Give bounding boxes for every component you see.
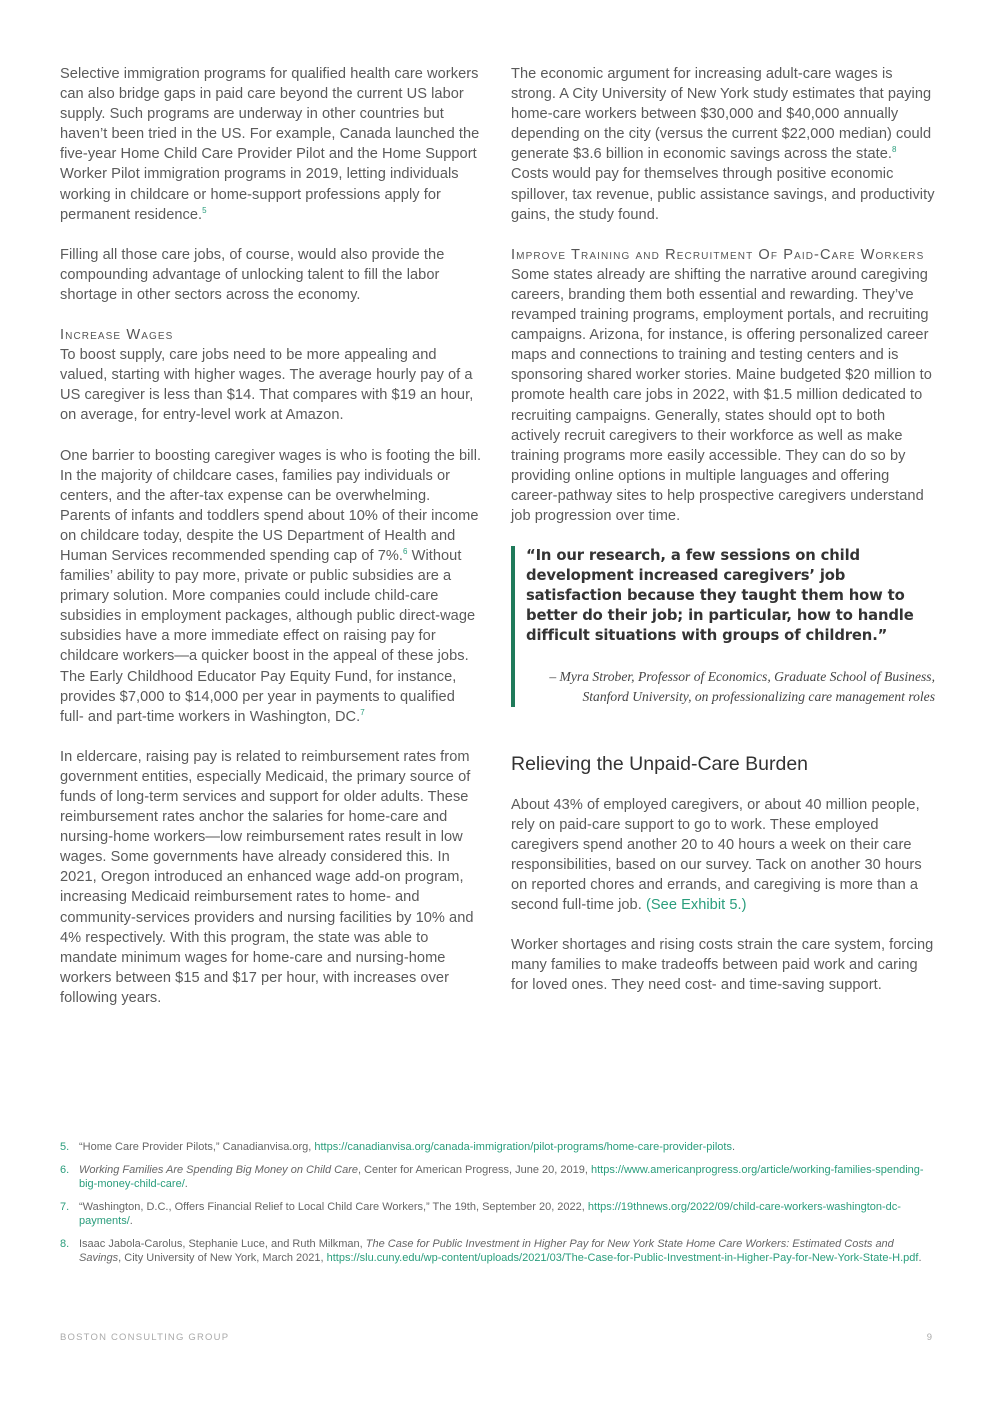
paragraph-boost-supply: To boost supply, care jobs need to be more appealing and valued, starting with higher wages. The average hourly pay of a US caregiver is less than $14. That compares with $19 an hour, on average, for entry-level work at Amazon. (60, 347, 474, 424)
paragraph-text: Selective immigration programs for qualified health care workers can also bridge gaps in paid care beyond the current US labor supply. Such programs are underway in other countries but haven’t been tried in the US. For example, Canada launched the five-year Home Child Care Provider Pilot and the Home Support Worker Pilot immigration programs in 2019, letting individuals working in childcare or home-support professions apply for permanent residence. (60, 66, 480, 223)
footnote-number: 5. (60, 1141, 70, 1153)
footnote-end: . (184, 1178, 188, 1190)
footnote-ref[interactable]: 8 (891, 145, 897, 155)
paragraph-text: Without families’ ability to pay more, private or public subsidies are a primary solution. More companies could include child-care subsidies in employment packages, although public direct-wage subsidies have a more immediate effect on raising pay for childcare workers—a quicker boost in the appeal of these jobs. The Early Childhood Educator Pay Equity Fund, for instance, provides $7,000 to $14,000 per year in payments to qualified full- and part-time workers in Washington, DC. (60, 547, 476, 725)
footnote-text: “Home Care Provider Pilots,” Canadianvisa.org, (79, 1141, 315, 1153)
footnote-text: , Center for American Progress, June 20, 2019, (358, 1164, 591, 1176)
paragraph-employed-caregivers (511, 795, 935, 916)
footnote-link[interactable]: https://www.americanprogress.org/article/working-families-spending-big-money-child-care/ (79, 1164, 924, 1190)
footnote-body (79, 1237, 932, 1265)
footnote-body (79, 1163, 932, 1191)
right-column (511, 64, 935, 1016)
footnote-item (60, 1237, 932, 1265)
footnote-number: 8. (60, 1238, 70, 1250)
paragraph-states-shifting: Some states already are shifting the narrative around caregiving careers, branding them both essential and rewarding. They’ve revamped training programs, employment portals, and recruiting campaigns. Arizona, for instance, is offering personalized career maps and connections to training and testing centers and is sponsoring shared worker stories. Maine budgeted $20 million to promote health care jobs in 2022, with $1.5 million dedicated to recruiting campaigns. Generally, states should opt to both actively recruit caregivers to their workforce as well as make training programs more easily accessible. They can do so by providing online options in multiple languages and offering career-pathway sites to help prospective caregivers understand job progression over time. (511, 266, 932, 524)
paragraph-text: Costs would pay for themselves through positive economic spillover, tax revenue, public assistance savings, and productivity gains, the study found. (511, 166, 935, 223)
paragraph-text: The economic argument for increasing adult-care wages is strong. A City University of New York study estimates that paying home-care workers between $30,000 and $40,000 annually depending on the city (versus the current $22,000 median) could generate $3.6 billion in economic savings across the state. (511, 66, 932, 163)
footnote-title: Working Families Are Spending Big Money on Child Care (79, 1164, 358, 1176)
footnote-title: The Case for Public Investment in Higher Pay for New York State Home Care Workers: Estimated Costs and Savings (79, 1238, 894, 1264)
paragraph-filling-jobs: Filling all those care jobs, of course, would also provide the compounding advantage of unlocking talent to fill the labor shortage in other sectors across the economy. (60, 246, 445, 303)
exhibit-link[interactable]: (See Exhibit 5.) (645, 897, 747, 914)
subhead-improve-training: Improve Training and Recruitment Of Paid-Care Workers (511, 246, 925, 263)
footnote-body (79, 1140, 932, 1154)
footnote-text: , City University of New York, March 2021, (118, 1252, 327, 1264)
paragraph-worker-shortages: Worker shortages and rising costs strain the care system, forcing many families to make tradeoffs between paid work and caring for loved ones. They need cost- and time-saving support. (511, 937, 934, 994)
quote-attribution: – Myra Strober, Professor of Economics, Graduate School of Business, Stanford University, on professionalizing care management roles (549, 668, 935, 704)
left-column (60, 64, 482, 1028)
footnote-item (60, 1200, 932, 1228)
footnote-end: . (918, 1252, 922, 1264)
paragraph-barrier (60, 446, 482, 727)
paragraph-immigration (60, 64, 482, 225)
footnote-ref[interactable]: 6 (403, 547, 408, 557)
footnote-ref[interactable]: 7 (360, 707, 365, 717)
footnote-link[interactable]: https://canadianvisa.org/canada-immigration/pilot-programs/home-care-provider-pilots (314, 1141, 732, 1153)
footnote-ref[interactable]: 5 (202, 205, 207, 215)
footnote-end: . (129, 1215, 133, 1227)
footnote-text: Isaac Jabola-Carolus, Stephanie Luce, and Ruth Milkman, (79, 1238, 366, 1250)
footnote-item (60, 1140, 932, 1154)
paragraph-economic-argument (511, 64, 935, 225)
section-title: Relieving the Unpaid-Care Burden (511, 752, 809, 775)
pull-quote (511, 546, 935, 707)
footnote-end: . (731, 1141, 736, 1153)
footnote-text: “Washington, D.C., Offers Financial Relief to Local Child Care Workers,” The 19th, September 20, 2022, (79, 1201, 588, 1213)
paragraph-text: One barrier to boosting caregiver wages is who is footing the bill. In the majority of childcare cases, families pay individuals or centers, and the after-tax expense can be overwhelming. Parents of infants and toddlers spend about 10% of their income on childcare today, despite the US Department of Health and Human Services recommended spending cap of 7%. (60, 447, 482, 564)
quote-text: “In our research, a few sessions on child development increased caregivers’ job satisfaction because they taught them how to better do their job; in particular, how to handle difficult situations with groups of children.” (526, 547, 914, 645)
subhead-increase-wages: Increase Wages (60, 327, 174, 344)
footnote-body (79, 1200, 932, 1228)
footnote-item (60, 1163, 932, 1191)
footnote-number: 7. (60, 1201, 70, 1213)
footnote-link[interactable]: https://19thnews.org/2022/09/child-care-workers-washington-dc-payments/ (79, 1201, 901, 1227)
paragraph-eldercare: In eldercare, raising pay is related to reimbursement rates from government entities, especially Medicaid, the primary source of funds of long-term services and support for older adults. These reimbursement rates anchor the salaries for home-care and nursing-home workers—low reimbursement rates result in low wages. Some governments have already considered this. In 2021, Oregon introduced an enhanced wage add-on program, increasing Medicaid reimbursement rates to home- and community-services providers and nursing facilities by 10% and 4% respectively. With this program, the state was able to mandate minimum wages for home-care and nursing-home workers between $15 and $17 per hour, with increases over following years. (60, 748, 474, 1006)
footnote-link[interactable]: https://slu.cuny.edu/wp-content/uploads/2021/03/The-Case-for-Public-Investment-in-Higher-Pay-for-New-York-State-H.pdf (326, 1252, 919, 1264)
footer-brand: BOSTON CONSULTING GROUP (60, 1332, 230, 1343)
page-number: 9 (926, 1332, 932, 1343)
paragraph-text: About 43% of employed caregivers, or about 40 million people, rely on paid-care support to go to work. These employed caregivers spend another 20 to 40 hours a week on their care responsibilities, based on our survey. Tack on another 30 hours on reported chores and errands, and caregiving is more than a second full-time job. (511, 796, 922, 914)
footnotes (60, 1140, 932, 1274)
footnote-number: 6. (60, 1164, 70, 1176)
